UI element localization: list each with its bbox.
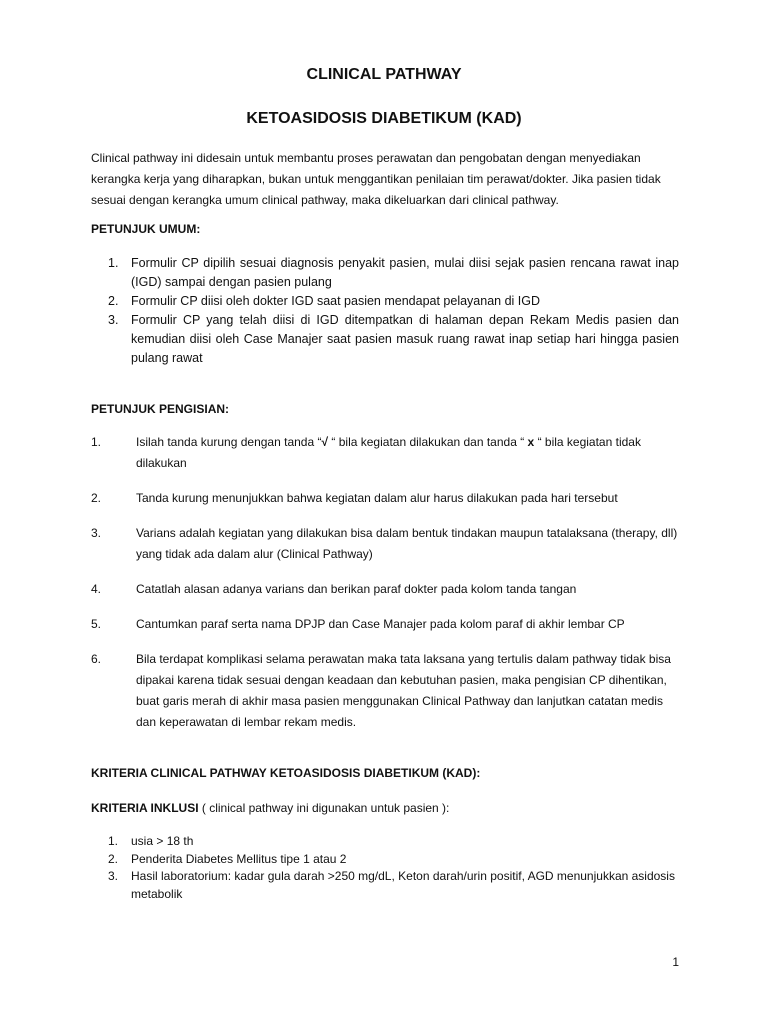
list-text [136, 432, 679, 474]
petunjuk-umum-list [91, 254, 679, 368]
list-number: 1. [91, 435, 102, 449]
list-text: Penderita Diabetes Mellitus tipe 1 atau 2 [131, 851, 347, 866]
list-text: Bila terdapat komplikasi selama perawatan maka tata laksana yang tertulis dalam pathway tidak bisa dipakai karena tidak sesuai dengan keadaan dan kebutuhan pasien, maka pengisian CP dihentikan, buat garis merah di akhir masa pasien menggunakan Clinical Pathway dan lanjutkan catatan medis dan keperawatan di lembar rekam medis. [136, 652, 671, 729]
kriteria-heading: KRITERIA CLINICAL PATHWAY KETOASIDOSIS DIABETIKUM (KAD): [91, 766, 481, 780]
list-number: 5. [91, 617, 102, 631]
list-number: 1. [108, 834, 119, 848]
list-item [91, 488, 679, 509]
list-number: 6. [91, 652, 102, 666]
list-text: Tanda kurung menunjukkan bahwa kegiatan dalam alur harus dilakukan pada hari tersebut [136, 491, 618, 505]
kriteria-inklusi-note: ( clinical pathway ini digunakan untuk pasien ): [198, 801, 450, 815]
list-text: Cantumkan paraf serta nama DPJP dan Case Manajer pada kolom paraf di akhir lembar CP [136, 617, 625, 631]
list-number: 2. [108, 294, 119, 308]
list-text-part: Isilah tanda kurung dengan tanda “ [136, 435, 322, 449]
list-text: Formulir CP yang telah diisi di IGD ditempatkan di halaman depan Rekam Medis pasien dan kemudian diisi oleh Case Manajer saat pasien masuk ruang rawat inap setiap hari hingga pasien pulang rawat [131, 313, 679, 365]
list-text: Formulir CP diisi oleh dokter IGD saat pasien mendapat pelayanan di IGD [131, 294, 541, 308]
petunjuk-pengisian-list [91, 432, 679, 733]
list-text: Hasil laboratorium: kadar gula darah >250 mg/dL, Keton darah/urin positif, AGD menunjukkan asidosis metabolik [131, 869, 675, 901]
cross-symbol: x [527, 435, 535, 449]
list-text: usia > 18 th [131, 834, 194, 848]
page-number: 1 [672, 955, 679, 969]
list-number: 3. [91, 526, 102, 540]
kriteria-inklusi-heading [91, 801, 449, 815]
list-item [91, 649, 679, 733]
list-item [91, 432, 679, 474]
kriteria-inklusi-list [91, 833, 679, 903]
list-text: Catatlah alasan adanya varians dan berikan paraf dokter pada kolom tanda tangan [136, 582, 577, 596]
list-number: 3. [108, 313, 119, 327]
list-item [91, 292, 679, 311]
list-number: 2. [108, 851, 119, 866]
kriteria-inklusi-label: KRITERIA INKLUSI [91, 801, 199, 815]
list-item [91, 523, 679, 565]
list-number: 4. [91, 582, 102, 596]
list-item [91, 868, 679, 903]
list-text: Varians adalah kegiatan yang dilakukan bisa dalam bentuk tindakan maupun tatalaksana (therapy, dll) yang tidak ada dalam alur (Clinical Pathway) [136, 526, 678, 561]
list-text-part: “ bila kegiatan tidak dilakukan [136, 435, 641, 470]
petunjuk-umum-heading: PETUNJUK UMUM: [91, 222, 201, 236]
list-item [91, 579, 679, 600]
list-number: 1. [108, 256, 119, 270]
list-item [91, 614, 679, 635]
checkmark-symbol: √ [321, 435, 329, 449]
list-item [91, 833, 679, 851]
list-text-part: “ bila kegiatan dilakukan dan tanda “ [328, 435, 528, 449]
list-item [91, 311, 679, 368]
list-item [91, 851, 679, 869]
list-number: 3. [108, 869, 119, 883]
intro-paragraph: Clinical pathway ini didesain untuk membantu proses perawatan dan pengobatan dengan menyediakan kerangka kerja yang diharapkan, bukan untuk menggantikan penilaian tim perawat/dokter. Jika pasien tidak sesuai dengan kerangka umum clinical pathway, maka dikeluarkan dari clinical pathway. [91, 151, 661, 207]
list-number: 2. [91, 491, 102, 505]
document-title: CLINICAL PATHWAY [306, 66, 462, 83]
petunjuk-pengisian-heading: PETUNJUK PENGISIAN: [91, 402, 230, 416]
document-subtitle: KETOASIDOSIS DIABETIKUM (KAD) [246, 110, 522, 127]
list-item [91, 254, 679, 292]
list-text: Formulir CP dipilih sesuai diagnosis penyakit pasien, mulai diisi sejak pasien rencana rawat inap (IGD) sampai dengan pasien pulang [131, 256, 679, 289]
